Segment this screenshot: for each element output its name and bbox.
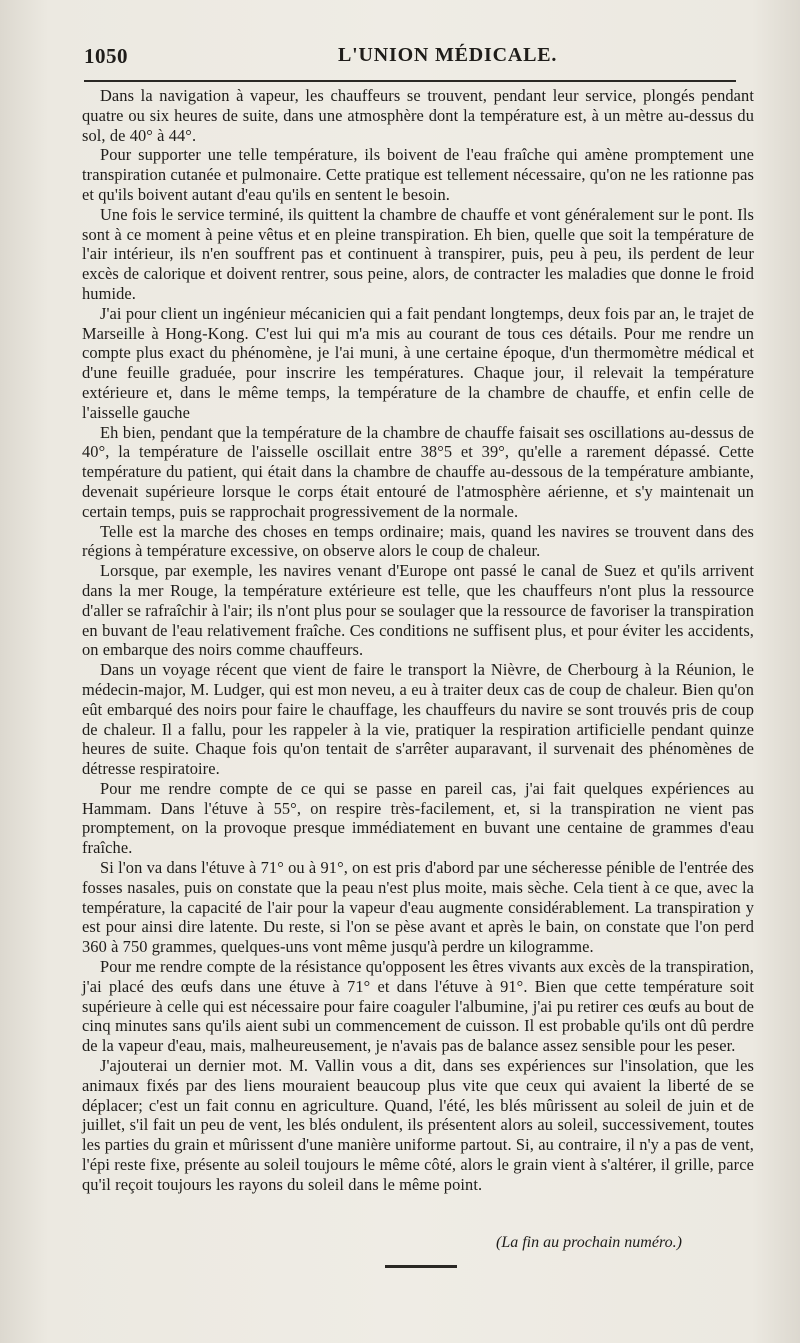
paragraph: Eh bien, pendant que la température de la chambre de chauffe faisait ses oscillations au-dessus de 40°, la température de l'aisselle oscillait entre 38°5 et 39°, qu'elle a rarement dépassé. Cette température du patient, qui était dans la chambre de chauffe au-dessous de la température ambiante, devenait supérieure lorsque le corps était entouré de l'atmosphère aérienne, et s'y maintenait un certain temps, puis se rapprochait progressivement de la normale.	[82, 422, 754, 521]
paragraph: Telle est la marche des choses en temps ordinaire; mais, quand les navires se trouvent dans des régions à température excessive, on observe alors le coup de chaleur.	[82, 521, 754, 561]
paragraph: J'ai pour client un ingénieur mécanicien qui a fait pendant longtemps, deux fois par an, le trajet de Marseille à Hong-Kong. C'est lui qui m'a mis au courant de tous ces détails. Pour me rendre un compte plus exact du phénomène, je l'ai muni, à une certaine époque, d'un thermomètre médical et d'une feuille graduée, pour inscrire les températures. Chaque jour, il relevait la température extérieure et, dans le même temps, la température de la chambre de chauffe, et enfin celle de l'aisselle gauche	[82, 303, 754, 422]
article-body	[82, 86, 754, 1195]
paragraph: Pour me rendre compte de la résistance qu'opposent les êtres vivants aux excès de la transpiration, j'ai placé des œufs dans une étuve à 71° et dans l'étuve à 91°. Bien que cette température soit supérieure à celle qui est nécessaire pour faire coaguler l'albumine, j'ai pu retirer ces œufs au bout de cinq minutes sans qu'ils aient subi un commencement de cuisson. Il est probable qu'ils ont dû perdre de la vapeur d'eau, mais, malheureusement, je n'avais pas de balance assez sensible pour les peser.	[82, 957, 754, 1056]
paragraph: Une fois le service terminé, ils quittent la chambre de chauffe et vont généralement sur le pont. Ils sont à ce moment à peine vêtus et en pleine transpiration. Eh bien, quelle que soit la température de l'air intérieur, ils n'en souffrent pas et continuent à transpirer, puis, peu à peu, ils perdent de leur excès de calorique et doivent rentrer, sous peine, alors, de contracter les maladies que donne le froid humide.	[82, 204, 754, 303]
paragraph: J'ajouterai un dernier mot. M. Vallin vous a dit, dans ses expériences sur l'insolation, que les animaux fixés par des liens mouraient beaucoup plus vite que ceux qui avaient la liberté de se déplacer; c'est un fait connu en agriculture. Quand, l'été, les blés mûrissent au soleil de juin et de juillet, s'il fait un peu de vent, les blés ondulent, ils présentent alors au soleil, successivement, toutes les parties du grain et mûrissent d'une manière uniforme partout. Si, au contraire, il n'y a pas de vent, l'épi reste fixe, présente au soleil toujours le même côté, alors le grain vient à s'altérer, il grille, parce qu'il reçoit toujours les rayons du soleil dans le même point.	[82, 1056, 754, 1194]
paragraph: Pour me rendre compte de ce qui se passe en pareil cas, j'ai fait quelques expériences au Hammam. Dans l'étuve à 55°, on respire très-facilement, et, si la transpiration ne vient pas promptement, on la provoque presque immédiatement en buvant une centaine de grammes d'eau fraîche.	[82, 778, 754, 858]
end-rule	[385, 1265, 457, 1268]
page-number: 1050	[84, 44, 128, 68]
running-title: L'UNION MÉDICALE.	[338, 44, 558, 66]
header-rule	[84, 80, 736, 82]
paragraph: Lorsque, par exemple, les navires venant d'Europe ont passé le canal de Suez et qu'ils arrivent dans la mer Rouge, la température extérieure est telle, que les chauffeurs n'ont plus la ressource d'aller se rafraîchir à l'air; ils n'ont plus pour se soulager que la ressource de favoriser la transpiration en buvant de l'eau relativement fraîche. Ces conditions ne suffisent plus, et pour éviter les accidents, on embarque des noirs comme chauffeurs.	[82, 561, 754, 660]
continuation-note: (La fin au prochain numéro.)	[496, 1234, 682, 1251]
paragraph: Si l'on va dans l'étuve à 71° ou à 91°, on est pris d'abord par une sécheresse pénible de l'entrée des fosses nasales, puis on constate que la peau n'est plus moite, mais sèche. Cela tient à ce que, avec la température, la capacité de l'air pour la vapeur d'eau augmente considérablement. La transpiration y est pour ainsi dire latente. Du reste, si l'on se pèse avant et après le bain, on constate que l'on perd 360 à 750 grammes, quelques-uns vont même jusqu'à perdre un kilogramme.	[82, 858, 754, 957]
paragraph: Pour supporter une telle température, ils boivent de l'eau fraîche qui amène promptement une transpiration cutanée et pulmonaire. Cette pratique est tellement nécessaire, qu'on ne les rationne pas et qu'ils boivent autant d'eau qu'ils en sentent le besoin.	[82, 145, 754, 204]
paragraph: Dans la navigation à vapeur, les chauffeurs se trouvent, pendant leur service, plongés pendant quatre ou six heures de suite, dans une atmosphère dont la température est, à un mètre au-dessus du sol, de 40° à 44°.	[82, 86, 754, 145]
page-header	[84, 44, 740, 74]
paragraph: Dans un voyage récent que vient de faire le transport la Nièvre, de Cherbourg à la Réunion, le médecin-major, M. Ludger, qui est mon neveu, a eu à traiter deux cas de coup de chaleur. Bien qu'on eût embarqué des noirs pour faire le chauffage, les chauffeurs du navire se sont trouvés pris de coup de chaleur. Il a fallu, pour les rappeler à la vie, pratiquer la respiration artificielle pendant quinze heures de suite. Chaque fois qu'on tentait de s'arrêter auparavant, il survenait des phénomènes de détresse respiratoire.	[82, 660, 754, 779]
